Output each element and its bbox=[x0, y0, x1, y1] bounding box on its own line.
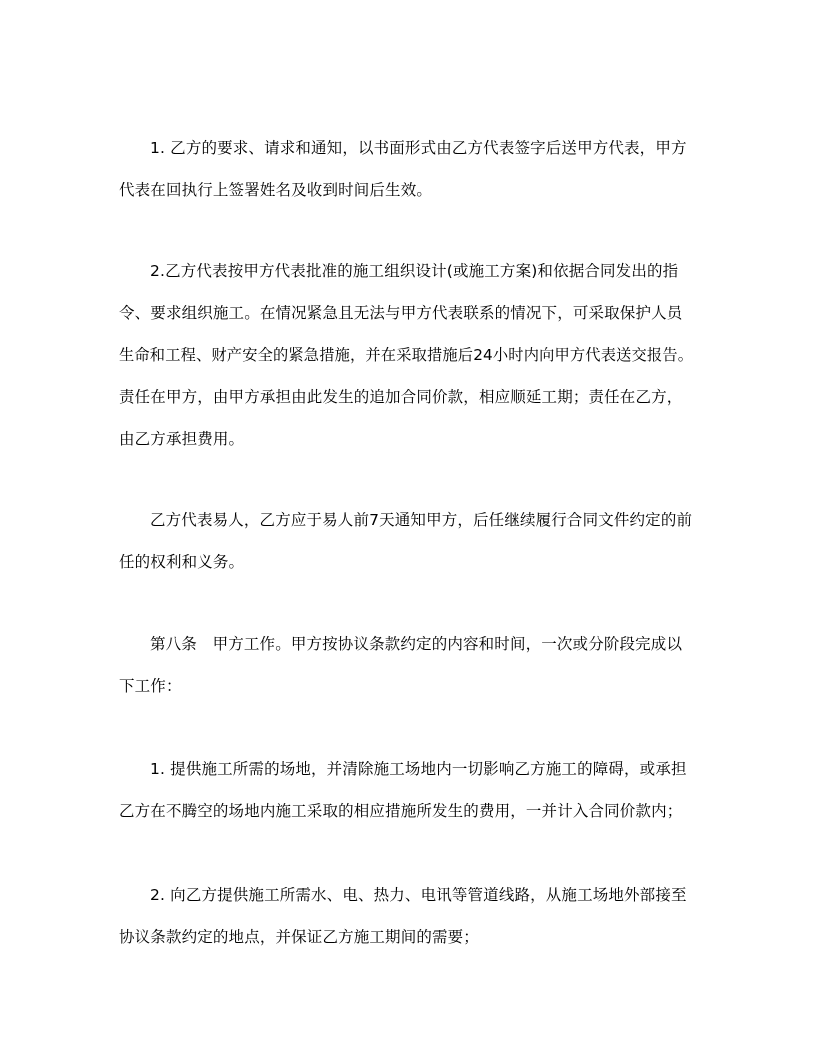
paragraph-5-line-1: 1. 提供施工所需的场地，并清除施工场地内一切影响乙方施工的障碍，或承担 bbox=[150, 760, 687, 778]
paragraph-6-line-2: 协议条款约定的地点，并保证乙方施工期间的需要； bbox=[119, 928, 479, 946]
paragraph-1-line-2: 代表在回执行上签署姓名及收到时间后生效。 bbox=[119, 181, 433, 199]
paragraph-1-line-1: 1. 乙方的要求、请求和通知，以书面形式由乙方代表签字后送甲方代表，甲方 bbox=[150, 139, 687, 157]
paragraph-2-line-5: 由乙方承担费用。 bbox=[119, 430, 245, 448]
paragraph-3-line-1: 乙方代表易人，乙方应于易人前7天通知甲方，后任继续履行合同文件约定的前 bbox=[150, 511, 693, 529]
paragraph-2-line-3: 生命和工程、财产安全的紧急措施，并在采取措施后24小时内向甲方代表送交报告。 bbox=[119, 346, 694, 364]
paragraph-6-line-1: 2. 向乙方提供施工所需水、电、热力、电讯等管道线路，从施工场地外部接至 bbox=[150, 886, 687, 904]
paragraph-3-line-2: 任的权利和义务。 bbox=[119, 553, 245, 571]
paragraph-4-line-2: 下工作： bbox=[119, 677, 182, 695]
paragraph-4-line-1: 第八条 甲方工作。甲方按协议条款约定的内容和时间，一次或分阶段完成以 bbox=[150, 635, 683, 653]
paragraph-5-line-2: 乙方在不腾空的场地内施工采取的相应措施所发生的费用，一并计入合同价款内； bbox=[119, 802, 683, 820]
paragraph-2-line-2: 令、要求组织施工。在情况紧急且无法与甲方代表联系的情况下，可采取保护人员 bbox=[119, 304, 683, 322]
paragraph-2-line-1: 2.乙方代表按甲方代表批准的施工组织设计(或施工方案)和依据合同发出的指 bbox=[150, 262, 679, 280]
paragraph-2-line-4: 责任在甲方，由甲方承担由此发生的追加合同价款，相应顺延工期；责任在乙方， bbox=[119, 388, 683, 406]
